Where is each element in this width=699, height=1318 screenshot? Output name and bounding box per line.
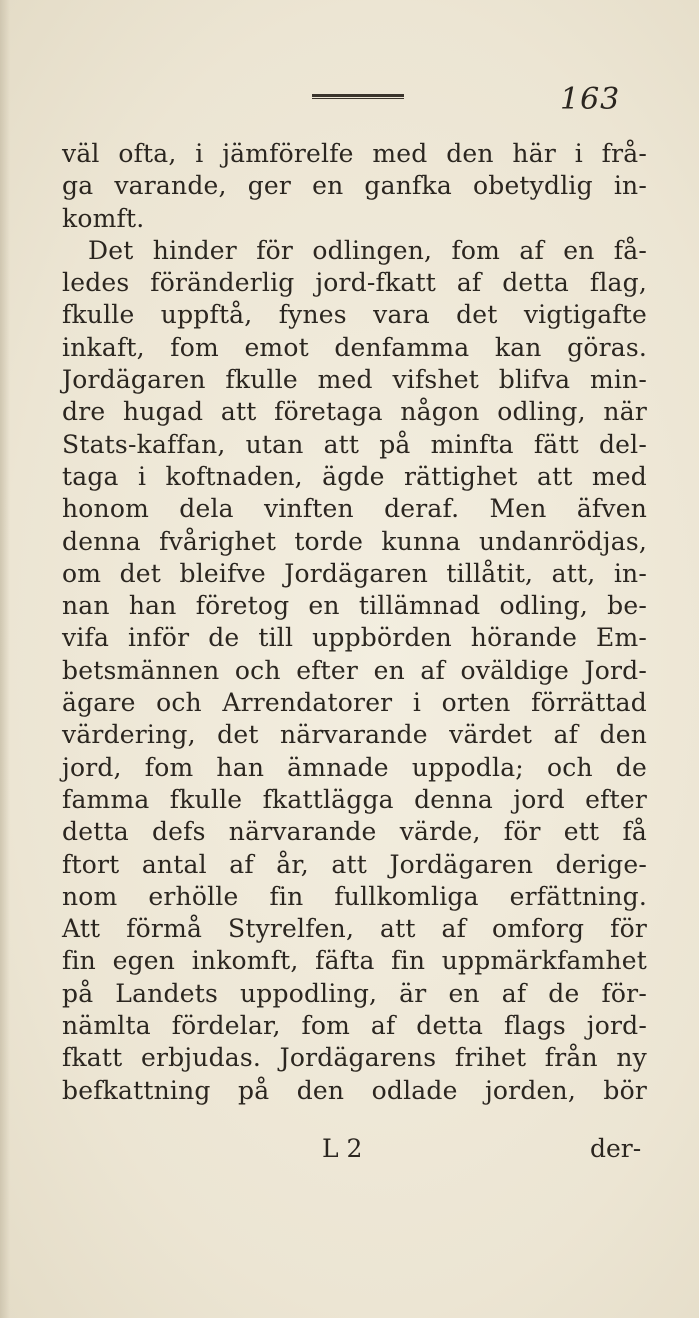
text-line: jord, fom han ämnade uppodla; och de [62, 752, 647, 782]
text-line: Att förmå Styrelfen, att af omforg för [62, 914, 647, 944]
text-line: detta defs närvarande värde, för ett få [62, 817, 647, 847]
text-line: fkatt erbjudas. Jordägarens frihet från ny [62, 1043, 647, 1073]
signature-mark: L 2 [322, 1134, 363, 1163]
catchword: der- [590, 1134, 642, 1163]
text-line: ga varande, ger en ganfka obetydlig in- [62, 171, 647, 201]
ornament-bar-thick [312, 94, 404, 97]
text-line: inkaft, fom emot denfamma kan göras. [62, 332, 647, 362]
text-line: fin egen inkomft, fäfta fin uppmärkfamhet [62, 946, 647, 976]
text-line: befkattning på den odlade jorden, bör [62, 1075, 647, 1105]
header-ornament-rule [312, 94, 404, 100]
text-line: betsmännen och efter en af oväldige Jord- [62, 655, 647, 685]
page-footer [0, 1132, 699, 1166]
page-edge-shadow [0, 0, 10, 1318]
text-line: Stats-kaffan, utan att på minfta fätt del- [62, 429, 647, 459]
text-line: ägare och Arrendatorer i orten förrättad [62, 688, 647, 718]
text-line: nämlta fördelar, fom af detta flags jord- [62, 1011, 647, 1041]
text-line: honom dela vinften deraf. Men äfven [62, 494, 647, 524]
text-line: famma fkulle fkattlägga denna jord efter [62, 784, 647, 814]
text-line: taga i koftnaden, ägde rättighet att med [62, 461, 647, 491]
text-line: ftort antal af år, att Jordägaren derige- [62, 849, 647, 879]
text-line: dre hugad att företaga någon odling, när [62, 397, 647, 427]
text-line: Jordägaren fkulle med vifshet blifva min- [62, 365, 647, 395]
text-line: nom erhölle fin fullkomliga erfättning. [62, 881, 647, 911]
text-line: väl ofta, i jämförelfe med den här i frå- [62, 139, 647, 168]
text-line: vifa inför de till uppbörden hörande Em- [62, 623, 647, 653]
text-line: komft. [62, 203, 145, 233]
text-line: nan han företog en tillämnad odling, be- [62, 591, 647, 621]
text-line: Det hinder för odlingen, fom af en få- [88, 235, 647, 265]
text-line: fkulle uppftå, fynes vara det vigtigafte [62, 300, 647, 330]
text-line: värdering, det närvarande värdet af den [62, 720, 647, 750]
text-line: om det bleifve Jordägaren tillåtit, att, in- [62, 558, 647, 588]
text-line: ledes föränderlig jord-fkatt af detta flag, [62, 268, 647, 298]
text-line: på Landets uppodling, är en af de för- [62, 978, 647, 1008]
ornament-bar-thin [312, 98, 404, 99]
text-line: denna fvårighet torde kunna undanrödjas, [62, 526, 647, 556]
page-number: 163 [560, 82, 621, 117]
body-text [62, 138, 647, 1107]
